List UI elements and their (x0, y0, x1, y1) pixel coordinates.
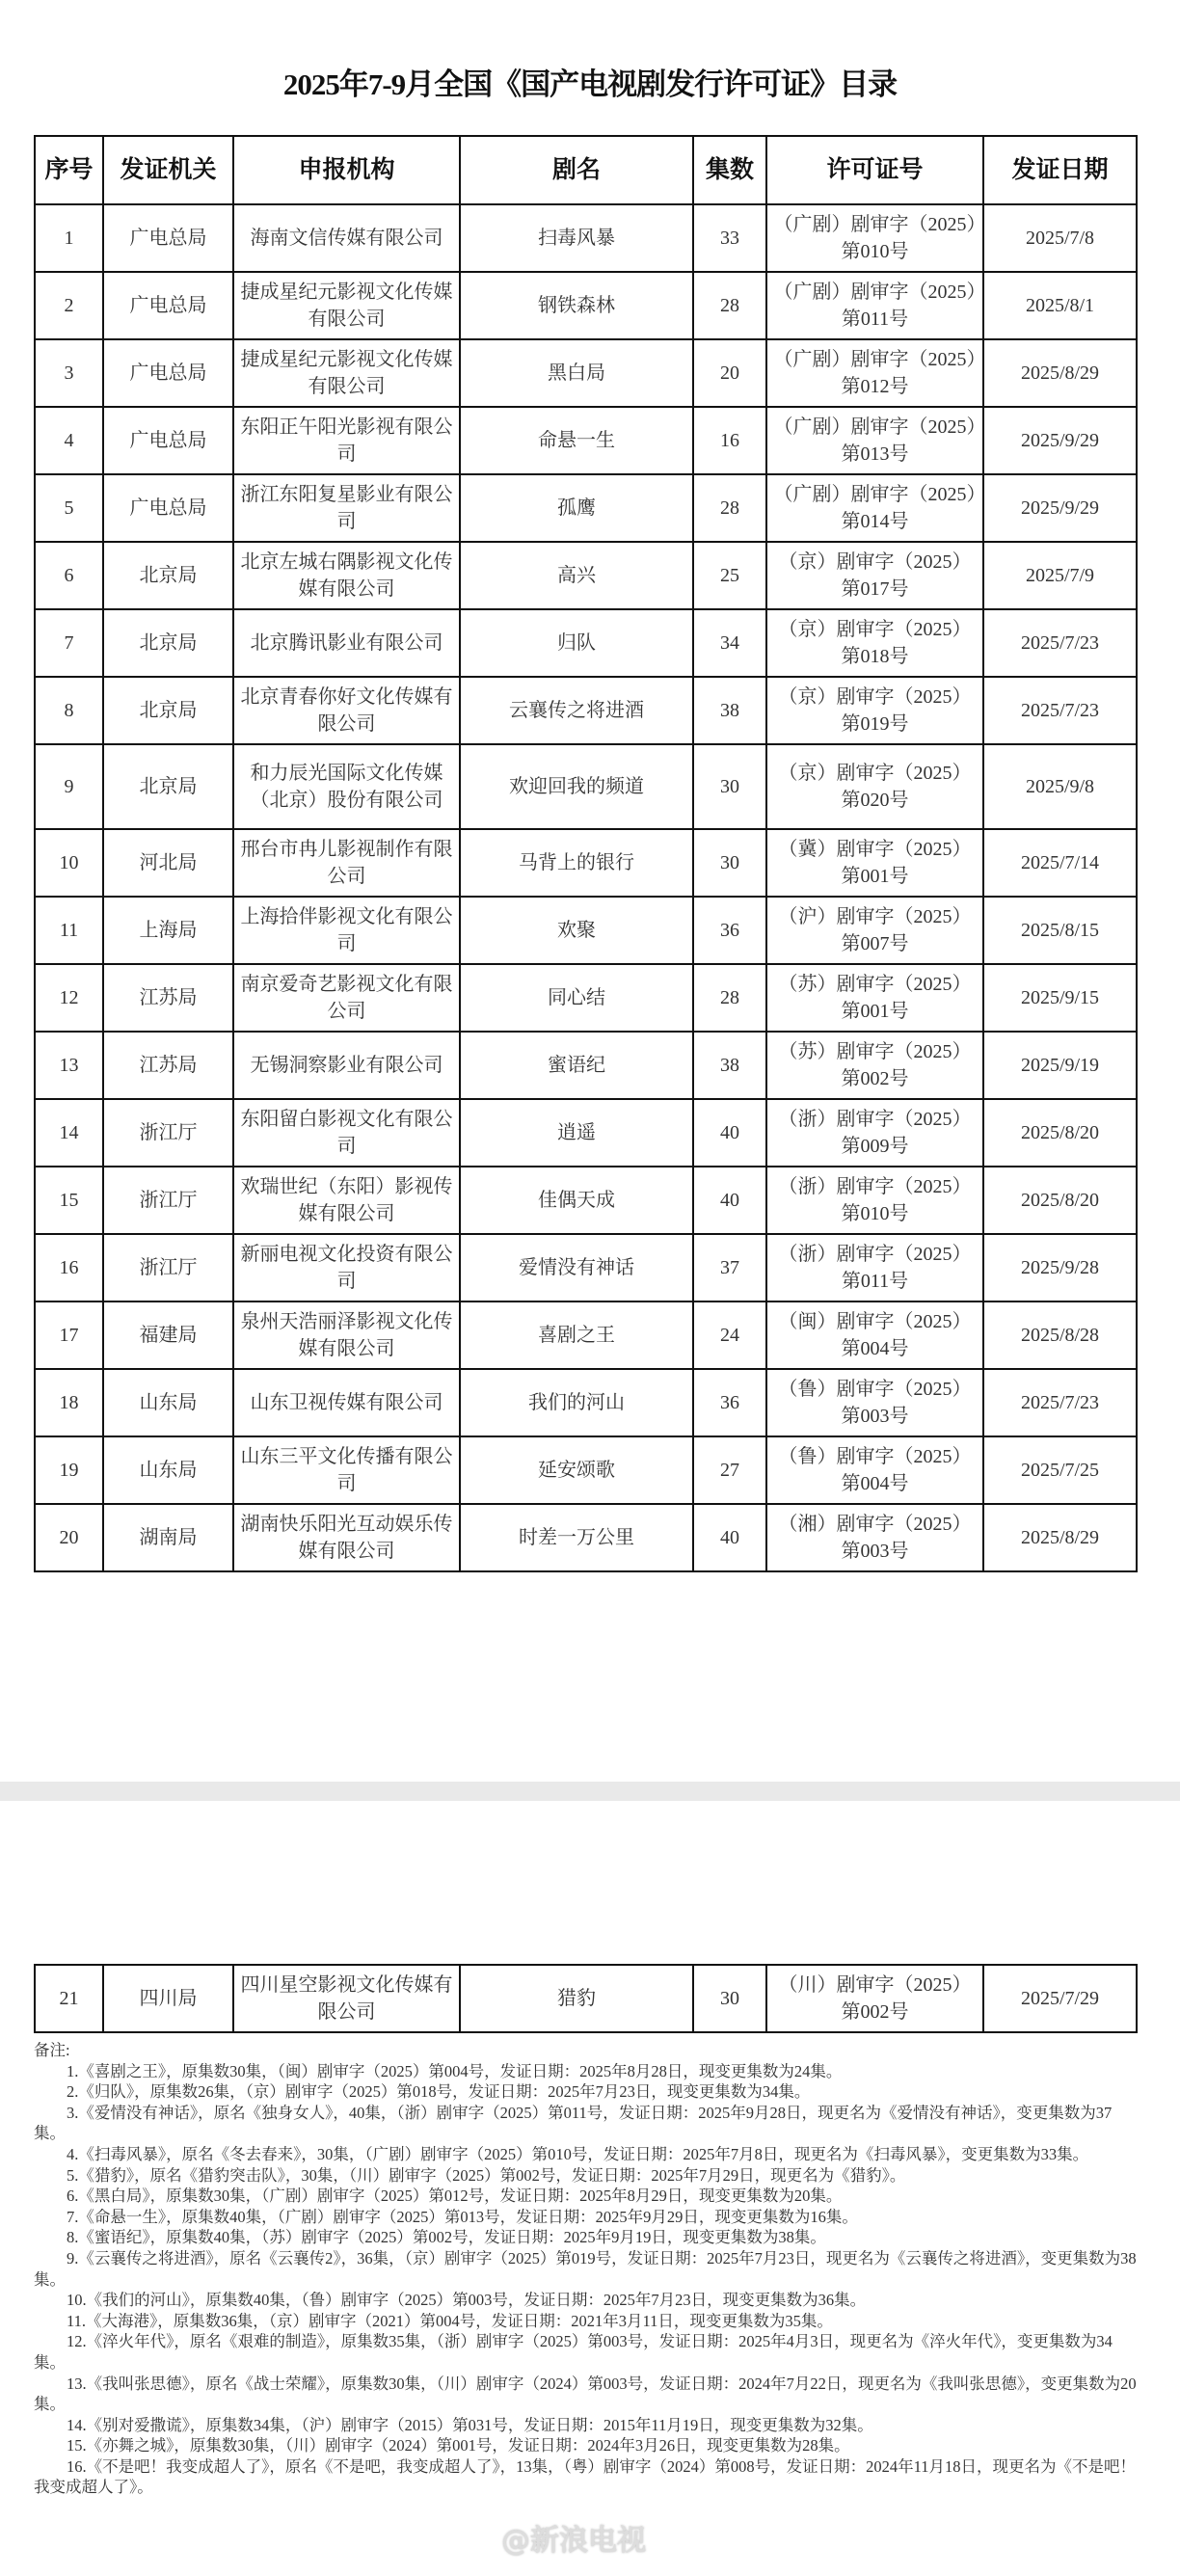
cell-issue-date: 2025/7/8 (983, 204, 1137, 272)
table-row (35, 1032, 1137, 1099)
cell-applicant: 浙江东阳复星影业有限公司 (233, 474, 460, 542)
cell-applicant: 山东卫视传媒有限公司 (233, 1369, 460, 1436)
cell-applicant: 北京青春你好文化传媒有限公司 (233, 677, 460, 744)
cell-applicant: 四川星空影视文化传媒有限公司 (233, 1965, 460, 2032)
table-row (35, 609, 1137, 677)
cell-authority: 江苏局 (103, 964, 233, 1032)
note-item: 4.《扫毒风暴》，原名《冬去春来》，30集，（广剧）剧审字（2025）第010号，发证日期：2025年7月8日，现更名为《扫毒风暴》，变更集数为33集。 (67, 2144, 1089, 2163)
cell-title: 扫毒风暴 (460, 204, 693, 272)
cell-episodes: 27 (693, 1436, 766, 1504)
cell-seq: 9 (35, 744, 103, 829)
cell-authority: 北京局 (103, 744, 233, 829)
note-item: 9.《云襄传之将进酒》，原名《云襄传2》，36集，（京）剧审字（2025）第019号，发证日期：2025年7月23日，现更名为《云襄传之将进酒》，变更集数为38集。 (34, 2248, 1137, 2289)
cell-issue-date: 2025/7/23 (983, 677, 1137, 744)
table-row (35, 829, 1137, 897)
cell-license-no: （京）剧审字（2025）第019号 (766, 677, 983, 744)
cell-title: 孤鹰 (460, 474, 693, 542)
cell-license-no: （苏）剧审字（2025）第001号 (766, 964, 983, 1032)
table-row (35, 1099, 1137, 1167)
cell-issue-date: 2025/9/15 (983, 964, 1137, 1032)
cell-license-no: （浙）剧审字（2025）第011号 (766, 1234, 983, 1301)
table-row (35, 204, 1137, 272)
note-item: 12.《淬火年代》，原名《艰难的制造》，原集数35集，（浙）剧审字（2025）第003号，发证日期：2025年4月3日，现更名为《淬火年代》，变更集数为34集。 (34, 2332, 1113, 2372)
cell-issue-date: 2025/8/15 (983, 897, 1137, 964)
note-item: 6.《黑白局》，原集数30集，（广剧）剧审字（2025）第012号，发证日期：2025年8月29日，现变更集数为20集。 (67, 2187, 843, 2206)
cell-seq: 1 (35, 204, 103, 272)
cell-seq: 13 (35, 1032, 103, 1099)
cell-license-no: （广剧）剧审字（2025）第013号 (766, 407, 983, 474)
cell-license-no: （苏）剧审字（2025）第002号 (766, 1032, 983, 1099)
cell-license-no: （鲁）剧审字（2025）第003号 (766, 1369, 983, 1436)
cell-episodes: 38 (693, 677, 766, 744)
cell-applicant: 捷成星纪元影视文化传媒有限公司 (233, 272, 460, 339)
cell-title: 云襄传之将进酒 (460, 677, 693, 744)
cell-seq: 20 (35, 1504, 103, 1571)
cell-episodes: 30 (693, 1965, 766, 2032)
cell-issue-date: 2025/8/29 (983, 339, 1137, 407)
cell-applicant: 北京左城右隅影视文化传媒有限公司 (233, 542, 460, 609)
cell-seq: 2 (35, 272, 103, 339)
cell-authority: 上海局 (103, 897, 233, 964)
table-row (35, 964, 1137, 1032)
cell-issue-date: 2025/9/8 (983, 744, 1137, 829)
cell-title: 归队 (460, 609, 693, 677)
cell-issue-date: 2025/9/29 (983, 407, 1137, 474)
cell-seq: 14 (35, 1099, 103, 1167)
cell-title: 黑白局 (460, 339, 693, 407)
cell-episodes: 36 (693, 897, 766, 964)
cell-title: 喜剧之王 (460, 1301, 693, 1369)
cell-issue-date: 2025/7/9 (983, 542, 1137, 609)
header-applicant: 申报机构 (233, 136, 460, 204)
notes-section (34, 2040, 1142, 2498)
cell-authority: 福建局 (103, 1301, 233, 1369)
table-row (35, 1504, 1137, 1571)
cell-authority: 山东局 (103, 1369, 233, 1436)
cell-applicant: 新丽电视文化投资有限公司 (233, 1234, 460, 1301)
cell-authority: 河北局 (103, 829, 233, 897)
note-item: 5.《猎豹》，原名《猎豹突击队》，30集，（川）剧审字（2025）第002号，发证日期：2025年7月29日，现更名为《猎豹》。 (67, 2165, 906, 2185)
note-item: 16.《不是吧！我变成超人了》，原名《不是吧，我变成超人了》，13集，（粤）剧审字（2024）第008号，发证日期：2024年11月18日，现更名为《不是吧！我变成超人了》。 (34, 2456, 1137, 2497)
cell-issue-date: 2025/9/19 (983, 1032, 1137, 1099)
cell-seq: 19 (35, 1436, 103, 1504)
cell-episodes: 28 (693, 272, 766, 339)
cell-episodes: 40 (693, 1167, 766, 1234)
cell-episodes: 30 (693, 744, 766, 829)
header-episodes: 集数 (693, 136, 766, 204)
cell-title: 爱情没有神话 (460, 1234, 693, 1301)
table-row (35, 1965, 1137, 2032)
cell-license-no: （冀）剧审字（2025）第001号 (766, 829, 983, 897)
header-authority: 发证机关 (103, 136, 233, 204)
table-header-row (35, 136, 1137, 204)
cell-seq: 5 (35, 474, 103, 542)
cell-episodes: 40 (693, 1099, 766, 1167)
cell-title: 欢迎回我的频道 (460, 744, 693, 829)
cell-license-no: （湘）剧审字（2025）第003号 (766, 1504, 983, 1571)
cell-applicant: 海南文信传媒有限公司 (233, 204, 460, 272)
notes-label: 备注: (34, 2041, 70, 2059)
cell-episodes: 33 (693, 204, 766, 272)
page-title: 2025年7-9月全国《国产电视剧发行许可证》目录 (282, 67, 898, 101)
cell-episodes: 16 (693, 407, 766, 474)
header-license-no: 许可证号 (766, 136, 983, 204)
cell-episodes: 28 (693, 964, 766, 1032)
cell-license-no: （闽）剧审字（2025）第004号 (766, 1301, 983, 1369)
cell-issue-date: 2025/8/29 (983, 1504, 1137, 1571)
table-row (35, 407, 1137, 474)
cell-applicant: 泉州天浩丽泽影视文化传媒有限公司 (233, 1301, 460, 1369)
cell-license-no: （京）剧审字（2025）第017号 (766, 542, 983, 609)
cell-authority: 北京局 (103, 609, 233, 677)
cell-applicant: 欢瑞世纪（东阳）影视传媒有限公司 (233, 1167, 460, 1234)
cell-title: 逍遥 (460, 1099, 693, 1167)
cell-seq: 12 (35, 964, 103, 1032)
cell-issue-date: 2025/9/28 (983, 1234, 1137, 1301)
cell-authority: 江苏局 (103, 1032, 233, 1099)
cell-issue-date: 2025/7/29 (983, 1965, 1137, 2032)
cell-applicant: 山东三平文化传播有限公司 (233, 1436, 460, 1504)
cell-title: 命悬一生 (460, 407, 693, 474)
cell-seq: 17 (35, 1301, 103, 1369)
cell-authority: 浙江厅 (103, 1234, 233, 1301)
note-item: 15.《亦舞之城》，原集数30集，（川）剧审字（2024）第001号，发证日期：2024年3月26日，现变更集数为28集。 (67, 2436, 850, 2455)
watermark: @新浪电视 (501, 2524, 646, 2558)
cell-seq: 11 (35, 897, 103, 964)
cell-license-no: （广剧）剧审字（2025）第010号 (766, 204, 983, 272)
table-row (35, 474, 1137, 542)
header-seq: 序号 (35, 136, 103, 204)
note-item: 3.《爱情没有神话》，原名《独身女人》，40集，（浙）剧审字（2025）第011号，发证日期：2025年9月28日，现更名为《爱情没有神话》，变更集数为37集。 (34, 2103, 1113, 2143)
cell-issue-date: 2025/7/23 (983, 609, 1137, 677)
note-item: 1.《喜剧之王》，原集数30集，（闽）剧审字（2025）第004号，发证日期：2025年8月28日，现变更集数为24集。 (67, 2061, 843, 2080)
cell-seq: 16 (35, 1234, 103, 1301)
cell-authority: 广电总局 (103, 339, 233, 407)
cell-seq: 21 (35, 1965, 103, 2032)
cell-applicant: 东阳留白影视文化有限公司 (233, 1099, 460, 1167)
note-item: 14.《别对爱撒谎》，原集数34集，（沪）剧审字（2015）第031号，发证日期：2015年11月19日，现变更集数为32集。 (67, 2415, 873, 2434)
cell-seq: 3 (35, 339, 103, 407)
cell-episodes: 25 (693, 542, 766, 609)
note-item: 7.《命悬一生》，原集数40集，（广剧）剧审字（2025）第013号，发证日期：2025年9月29日，现变更集数为16集。 (67, 2207, 858, 2226)
table-row (35, 1301, 1137, 1369)
cell-authority: 北京局 (103, 542, 233, 609)
cell-title: 钢铁森林 (460, 272, 693, 339)
cell-episodes: 30 (693, 829, 766, 897)
cell-license-no: （沪）剧审字（2025）第007号 (766, 897, 983, 964)
cell-title: 同心结 (460, 964, 693, 1032)
cell-license-no: （广剧）剧审字（2025）第014号 (766, 474, 983, 542)
cell-title: 蜜语纪 (460, 1032, 693, 1099)
cell-applicant: 上海拾伴影视文化有限公司 (233, 897, 460, 964)
cell-seq: 8 (35, 677, 103, 744)
cell-episodes: 38 (693, 1032, 766, 1099)
cell-title: 时差一万公里 (460, 1504, 693, 1571)
cell-applicant: 东阳正午阳光影视有限公司 (233, 407, 460, 474)
cell-authority: 北京局 (103, 677, 233, 744)
cell-issue-date: 2025/8/20 (983, 1167, 1137, 1234)
note-item: 11.《大海港》，原集数36集，（京）剧审字（2021）第004号，发证日期：2021年3月11日，现变更集数为35集。 (67, 2311, 833, 2330)
license-table-continued (34, 1964, 1138, 2033)
cell-applicant: 北京腾讯影业有限公司 (233, 609, 460, 677)
table-row (35, 272, 1137, 339)
cell-issue-date: 2025/8/28 (983, 1301, 1137, 1369)
cell-issue-date: 2025/9/29 (983, 474, 1137, 542)
cell-authority: 浙江厅 (103, 1099, 233, 1167)
cell-applicant: 南京爱奇艺影视文化有限公司 (233, 964, 460, 1032)
cell-seq: 10 (35, 829, 103, 897)
cell-episodes: 34 (693, 609, 766, 677)
cell-license-no: （京）剧审字（2025）第018号 (766, 609, 983, 677)
cell-seq: 6 (35, 542, 103, 609)
cell-title: 马背上的银行 (460, 829, 693, 897)
table-row (35, 542, 1137, 609)
cell-episodes: 24 (693, 1301, 766, 1369)
cell-title: 我们的河山 (460, 1369, 693, 1436)
cell-seq: 18 (35, 1369, 103, 1436)
table-row (35, 339, 1137, 407)
cell-applicant: 无锡洞察影业有限公司 (233, 1032, 460, 1099)
cell-license-no: （广剧）剧审字（2025）第011号 (766, 272, 983, 339)
cell-authority: 山东局 (103, 1436, 233, 1504)
cell-authority: 浙江厅 (103, 1167, 233, 1234)
cell-seq: 4 (35, 407, 103, 474)
header-issue-date: 发证日期 (983, 136, 1137, 204)
note-item: 13.《我叫张思德》，原名《战士荣耀》，原集数30集，（川）剧审字（2024）第003号，发证日期：2024年7月22日，现更名为《我叫张思德》，变更集数为20集。 (34, 2374, 1137, 2414)
cell-license-no: （浙）剧审字（2025）第010号 (766, 1167, 983, 1234)
cell-seq: 7 (35, 609, 103, 677)
table-row (35, 1167, 1137, 1234)
cell-license-no: （浙）剧审字（2025）第009号 (766, 1099, 983, 1167)
cell-applicant: 邢台市冉儿影视制作有限公司 (233, 829, 460, 897)
cell-issue-date: 2025/8/20 (983, 1099, 1137, 1167)
header-title: 剧名 (460, 136, 693, 204)
cell-authority: 广电总局 (103, 272, 233, 339)
cell-episodes: 28 (693, 474, 766, 542)
note-item: 10.《我们的河山》，原集数40集，（鲁）剧审字（2025）第003号，发证日期：2025年7月23日，现变更集数为36集。 (67, 2291, 867, 2310)
cell-authority: 广电总局 (103, 474, 233, 542)
cell-issue-date: 2025/8/1 (983, 272, 1137, 339)
cell-issue-date: 2025/7/23 (983, 1369, 1137, 1436)
table-row (35, 897, 1137, 964)
cell-issue-date: 2025/7/14 (983, 829, 1137, 897)
note-item: 2.《归队》，原集数26集，（京）剧审字（2025）第018号，发证日期：2025年7月23日，现变更集数为34集。 (67, 2082, 811, 2102)
cell-title: 延安颂歌 (460, 1436, 693, 1504)
cell-episodes: 36 (693, 1369, 766, 1436)
table-row (35, 1369, 1137, 1436)
cell-authority: 四川局 (103, 1965, 233, 2032)
note-item: 8.《蜜语纪》，原集数40集，（苏）剧审字（2025）第002号，发证日期：2025年9月19日，现变更集数为38集。 (67, 2228, 826, 2247)
table-row (35, 1234, 1137, 1301)
cell-applicant: 湖南快乐阳光互动娱乐传媒有限公司 (233, 1504, 460, 1571)
cell-title: 欢聚 (460, 897, 693, 964)
license-table (34, 135, 1138, 1572)
cell-episodes: 40 (693, 1504, 766, 1571)
cell-applicant: 捷成星纪元影视文化传媒有限公司 (233, 339, 460, 407)
table-row (35, 1436, 1137, 1504)
cell-license-no: （鲁）剧审字（2025）第004号 (766, 1436, 983, 1504)
cell-episodes: 20 (693, 339, 766, 407)
cell-issue-date: 2025/7/25 (983, 1436, 1137, 1504)
cell-authority: 湖南局 (103, 1504, 233, 1571)
page-divider (0, 1782, 1180, 1801)
cell-license-no: （京）剧审字（2025）第020号 (766, 744, 983, 829)
cell-title: 佳偶天成 (460, 1167, 693, 1234)
table-row (35, 677, 1137, 744)
cell-authority: 广电总局 (103, 407, 233, 474)
cell-episodes: 37 (693, 1234, 766, 1301)
cell-license-no: （川）剧审字（2025）第002号 (766, 1965, 983, 2032)
cell-applicant: 和力辰光国际文化传媒（北京）股份有限公司 (233, 744, 460, 829)
cell-seq: 15 (35, 1167, 103, 1234)
cell-authority: 广电总局 (103, 204, 233, 272)
cell-title: 高兴 (460, 542, 693, 609)
cell-title: 猎豹 (460, 1965, 693, 2032)
cell-license-no: （广剧）剧审字（2025）第012号 (766, 339, 983, 407)
table-row (35, 744, 1137, 829)
